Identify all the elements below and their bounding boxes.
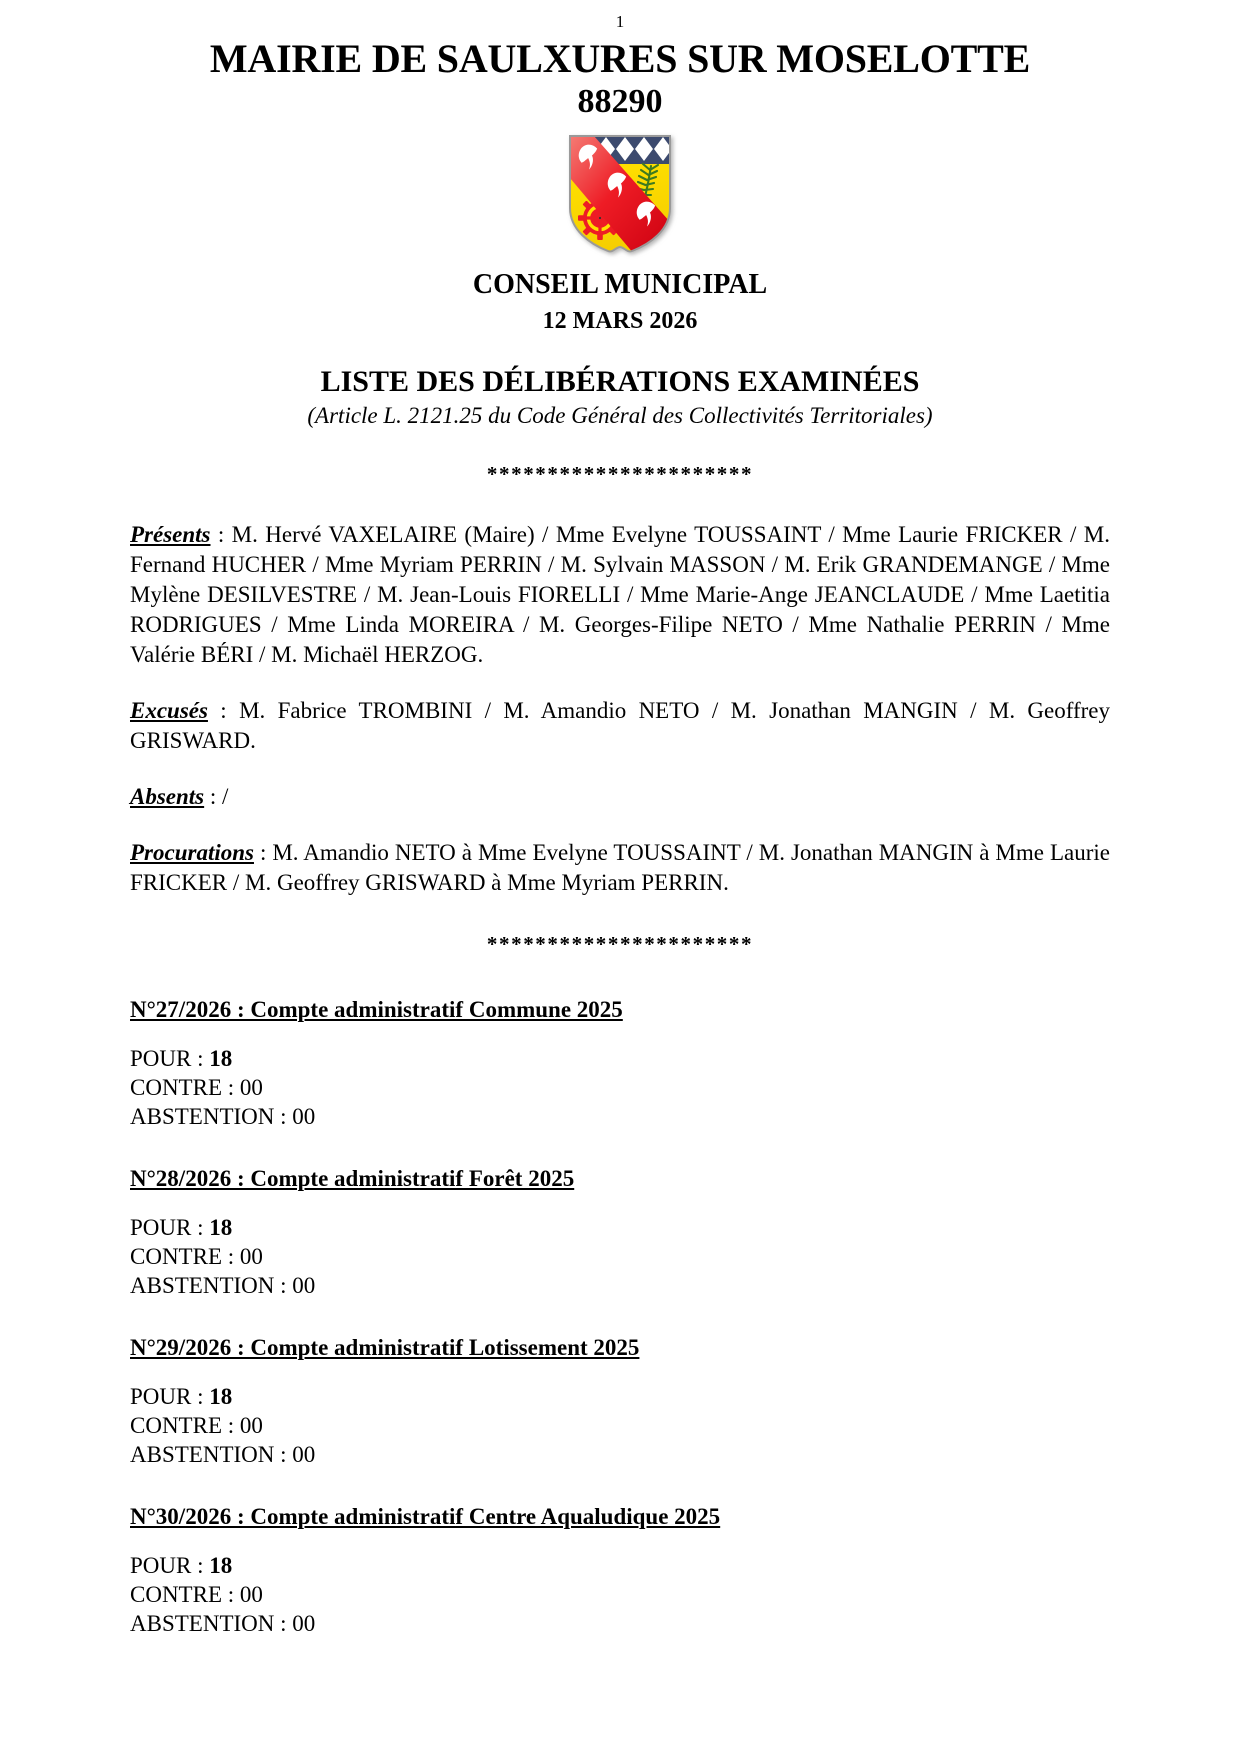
- vote-pour-label: POUR :: [130, 1553, 210, 1578]
- vote-abstention-label: ABSTENTION :: [130, 1611, 293, 1636]
- vote-pour-value: 18: [209, 1384, 233, 1409]
- deliberation-title: N°27/2026 : Compte administratif Commune 2025: [130, 997, 623, 1022]
- attendance-excuses-separator: :: [207, 698, 240, 723]
- vote-abstention: [130, 1609, 1110, 1638]
- vote-contre-label: CONTRE :: [130, 1413, 240, 1438]
- page-number: 1: [615, 12, 625, 31]
- vote-pour-value: 18: [209, 1046, 233, 1071]
- page-title: MAIRIE DE SAULXURES SUR MOSELOTTE: [209, 36, 1031, 81]
- attendance-procurations-label: Procurations: [130, 840, 254, 865]
- deliberation-title: N°28/2026 : Compte administratif Forêt 2025: [130, 1166, 575, 1191]
- deliberation-item: [130, 1503, 1110, 1638]
- vote-pour-label: POUR :: [130, 1384, 210, 1409]
- crest-container: [130, 134, 1110, 254]
- separator-top: **********************: [486, 462, 754, 486]
- vote-pour: [130, 1044, 1110, 1073]
- session-date: 12 MARS 2026: [542, 308, 698, 334]
- deliberation-title: N°29/2026 : Compte administratif Lotissement 2025: [130, 1335, 640, 1360]
- attendance-presents-label: Présents: [130, 522, 211, 547]
- attendance-procurations-separator: :: [253, 840, 273, 865]
- vote-abstention-value: 00: [292, 1611, 316, 1636]
- vote-abstention-label: ABSTENTION :: [130, 1442, 293, 1467]
- vote-abstention-value: 00: [292, 1104, 316, 1129]
- vote-contre-value: 00: [239, 1244, 263, 1269]
- deliberation-votes: [130, 1382, 1110, 1469]
- vote-pour-value: 18: [209, 1553, 233, 1578]
- attendance-procurations: [130, 838, 1110, 898]
- attendance-presents: [130, 520, 1110, 670]
- vote-contre: [130, 1073, 1110, 1102]
- attendance-presents-separator: :: [210, 522, 232, 547]
- attendance-absents: [130, 782, 1110, 812]
- deliberation-votes: [130, 1044, 1110, 1131]
- vote-pour-label: POUR :: [130, 1215, 210, 1240]
- vote-pour-value: 18: [209, 1215, 233, 1240]
- deliberation-title: N°30/2026 : Compte administratif Centre Aqualudique 2025: [130, 1504, 721, 1529]
- deliberation-item: [130, 1165, 1110, 1300]
- vote-contre: [130, 1580, 1110, 1609]
- attendance-procurations-text: M. Amandio NETO à Mme Evelyne TOUSSAINT / M. Jonathan MANGIN à Mme Laurie FRICKER / M. Geoffrey GRISWARD à Mme Myriam PERRIN.: [130, 840, 1110, 895]
- page-content: [130, 0, 1110, 1638]
- vote-pour: [130, 1551, 1110, 1580]
- attendance-presents-text: M. Hervé VAXELAIRE (Maire) / Mme Evelyne TOUSSAINT / Mme Laurie FRICKER / M. Fernand HUCHER / Mme Myriam PERRIN / M. Sylvain MASSON / M. Erik GRANDEMANGE / Mme Mylène DESILVESTRE / M. Jean-Louis FIORELLI / Mme Marie-Ange JEANCLAUDE / Mme Laetitia RODRIGUES / Mme Linda MOREIRA / M. Georges-Filipe NETO / Mme Nathalie PERRIN / Mme Valérie BÉRI / M. Michaël HERZOG.: [130, 522, 1111, 667]
- attendance-excuses: [130, 696, 1110, 756]
- vote-pour: [130, 1213, 1110, 1242]
- vote-abstention-label: ABSTENTION :: [130, 1104, 293, 1129]
- vote-contre-value: 00: [239, 1582, 263, 1607]
- vote-contre: [130, 1242, 1110, 1271]
- attendance-absents-text: /: [222, 784, 229, 809]
- legal-reference: (Article L. 2121.25 du Code Général des Collectivités Territoriales): [307, 403, 933, 428]
- vote-abstention: [130, 1271, 1110, 1300]
- vote-contre-value: 00: [239, 1075, 263, 1100]
- attendance-excuses-text: M. Fabrice TROMBINI / M. Amandio NETO / M. Jonathan MANGIN / M. Geoffrey GRISWARD.: [130, 698, 1111, 753]
- vote-contre-value: 00: [239, 1413, 263, 1438]
- postal-code: 88290: [577, 83, 663, 120]
- deliberation-votes: [130, 1213, 1110, 1300]
- attendance-excuses-label: Excusés: [130, 698, 208, 723]
- vote-pour-label: POUR :: [130, 1046, 210, 1071]
- vote-abstention-label: ABSTENTION :: [130, 1273, 293, 1298]
- attendance-absents-separator: :: [204, 784, 223, 809]
- vote-contre-label: CONTRE :: [130, 1244, 240, 1269]
- vote-contre: [130, 1411, 1110, 1440]
- vote-pour: [130, 1382, 1110, 1411]
- deliberation-item: [130, 1334, 1110, 1469]
- vote-contre-label: CONTRE :: [130, 1075, 240, 1100]
- deliberation-item: [130, 996, 1110, 1131]
- council-label: CONSEIL MUNICIPAL: [472, 269, 768, 300]
- vote-abstention-value: 00: [292, 1273, 316, 1298]
- vote-abstention-value: 00: [292, 1442, 316, 1467]
- vote-abstention: [130, 1102, 1110, 1131]
- vote-abstention: [130, 1440, 1110, 1469]
- separator-bottom: **********************: [486, 932, 754, 956]
- vote-contre-label: CONTRE :: [130, 1582, 240, 1607]
- document-title: LISTE DES DÉLIBÉRATIONS EXAMINÉES: [320, 365, 920, 398]
- attendance-absents-label: Absents: [130, 784, 205, 809]
- deliberation-votes: [130, 1551, 1110, 1638]
- coat-of-arms-icon: [568, 134, 672, 254]
